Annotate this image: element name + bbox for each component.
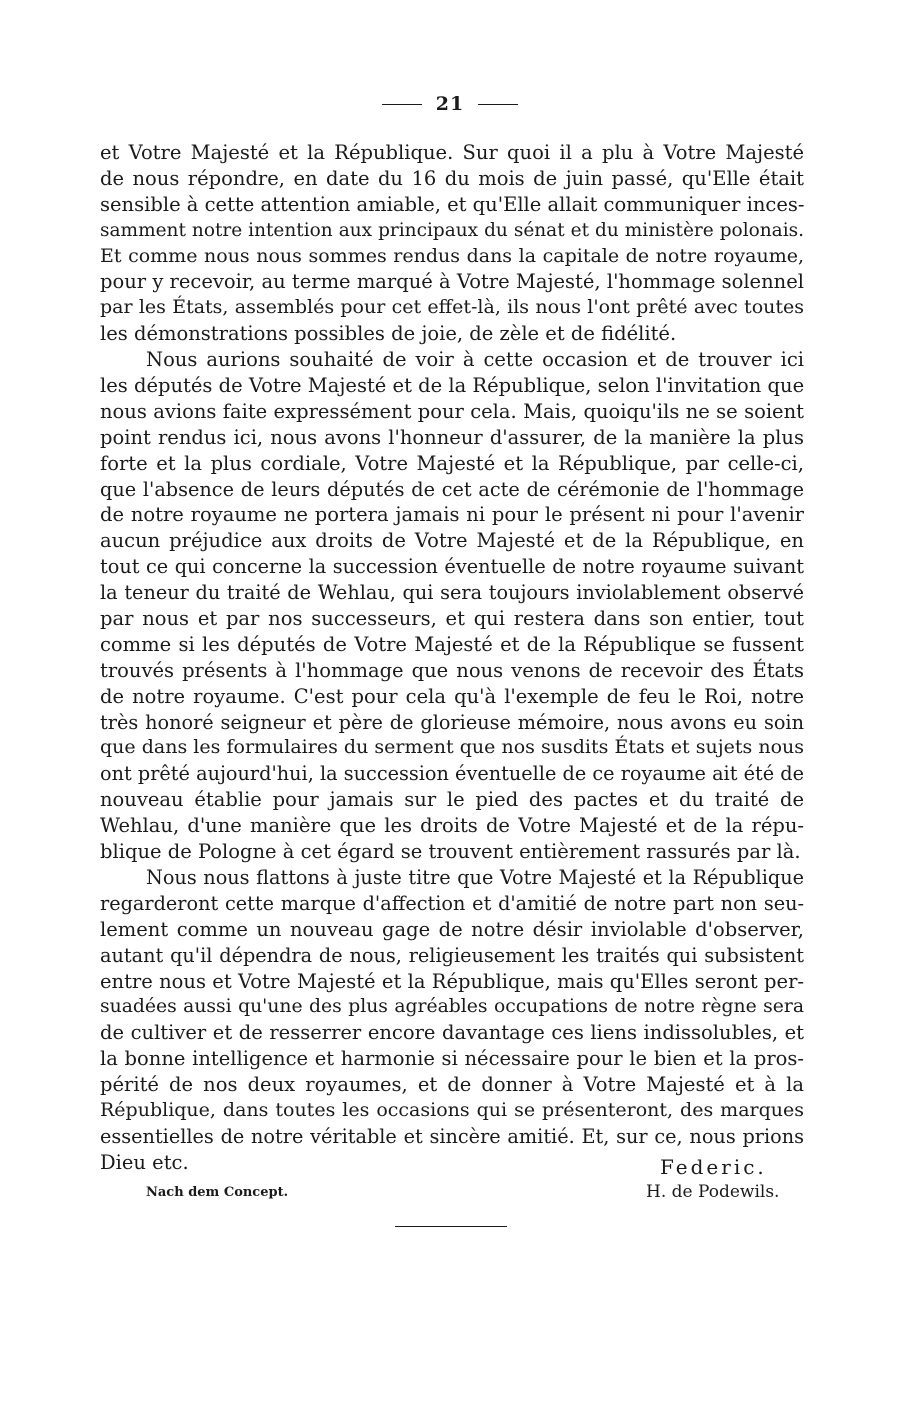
text-line: aucun préjudice aux droits de Votre Majesté et de la République, en (100, 529, 804, 553)
text-line: samment notre intention aux principaux du sénat et du ministère polonais. (100, 219, 804, 241)
text-line: regarderont cette marque d'affection et d'amitié de notre part non seu- (100, 891, 804, 915)
text-line: essentielles de notre véritable et sincère amitié. Et, sur ce, nous prions (100, 1124, 804, 1148)
text-line: autant qu'il dépendra de nous, religieusement les traités qui subsistent (100, 943, 804, 967)
text-line: nouveau établie pour jamais sur le pied des pactes et du traité de (100, 788, 804, 812)
countersignature: H. de Podewils. (646, 1182, 780, 1202)
text-line: forte et la plus cordiale, Votre Majesté et la République, par celle-ci, (100, 451, 804, 475)
text-line: entre nous et Votre Majesté et la République, mais qu'Elles seront per- (100, 969, 804, 993)
text-line: tout ce qui concerne la succession éventuelle de notre royaume suivant (100, 555, 804, 579)
text-line: lement comme un nouveau gage de notre désir inviolable d'observer, (100, 917, 804, 941)
page-number: 21 (435, 93, 465, 115)
paragraph-start-line: Nous nous flattons à juste titre que Votre Majesté et la République (146, 865, 804, 889)
text-line: ont prêté aujourd'hui, la succession éventuelle de ce royaume ait été de (100, 762, 804, 786)
text-line: par nous et par nos successeurs, et qui restera dans son entier, tout (100, 607, 804, 631)
text-line: comme si les députés de Votre Majesté et de la République se fussent (100, 632, 804, 656)
header-rule-right (478, 104, 518, 105)
text-line: que l'absence de leurs députés de cet acte de cérémonie de l'hommage (100, 477, 804, 501)
source-note: Nach dem Concept. (146, 1185, 289, 1200)
text-line: de nous répondre, en date du 16 du mois de juin passé, qu'Elle était (100, 166, 804, 190)
text-line: de notre royaume ne portera jamais ni pour le présent ni pour l'avenir (100, 503, 804, 527)
signature-name: Federic. (660, 1155, 767, 1179)
text-line: pour y recevoir, au terme marqué à Votre Majesté, l'hommage solennel (100, 270, 804, 294)
header-rule-left (382, 104, 422, 105)
text-line: sensible à cette attention amiable, et qu'Elle allait communiquer inces- (100, 192, 805, 216)
text-line: les députés de Votre Majesté et de la République, selon l'invitation que (100, 374, 805, 398)
text-line: Et comme nous nous sommes rendus dans la capitale de notre royaume, (100, 244, 804, 267)
text-line: très honoré seigneur et père de glorieuse mémoire, nous avons eu soin (100, 710, 804, 734)
paragraph-start-line: Nous aurions souhaité de voir à cette occasion et de trouver ici (146, 348, 804, 372)
page-header (0, 93, 900, 115)
footer-rule (395, 1226, 507, 1227)
paragraph-end-line: les démonstrations possibles de joie, de zèle et de fidélité. (100, 322, 677, 346)
text-line: par les États, assemblés pour cet effet-là, ils nous l'ont prêté avec toutes (100, 296, 804, 319)
text-line: la teneur du traité de Wehlau, qui sera toujours inviolablement observé (100, 581, 804, 605)
text-line: périté de nos deux royaumes, et de donner à Votre Majesté et à la (100, 1073, 804, 1097)
text-line: trouvés présents à l'hommage que nous venons de recevoir des États (100, 658, 804, 682)
text-line: suadées aussi qu'une des plus agréables occupations de notre règne sera (100, 996, 804, 1018)
text-line: la bonne intelligence et harmonie si nécessaire pour le bien et la pros- (100, 1047, 804, 1071)
text-line: que dans les formulaires du serment que nos susdits États et sujets nous (100, 736, 804, 759)
text-line: de notre royaume. C'est pour cela qu'à l'exemple de feu le Roi, notre (100, 684, 804, 708)
text-line: République, dans toutes les occasions qui se présenteront, des marques (100, 1098, 804, 1121)
paragraph-end-line: Dieu etc. (100, 1150, 189, 1174)
text-line: de cultiver et de resserrer encore davantage ces liens indissolubles, et (100, 1021, 804, 1045)
letter-body (100, 140, 804, 1176)
text-line: et Votre Majesté et la République. Sur quoi il a plu à Votre Majesté (100, 141, 804, 164)
text-line: nous avions faite expressément pour cela. Mais, quoiqu'ils ne se soient (100, 399, 804, 423)
text-line: Wehlau, d'une manière que les droits de Votre Majesté et de la répu- (100, 814, 804, 838)
text-line: point rendus ici, nous avons l'honneur d'assurer, de la manière la plus (100, 425, 804, 449)
paragraph-end-line: blique de Pologne à cet égard se trouvent entièrement rassurés par là. (100, 840, 801, 864)
